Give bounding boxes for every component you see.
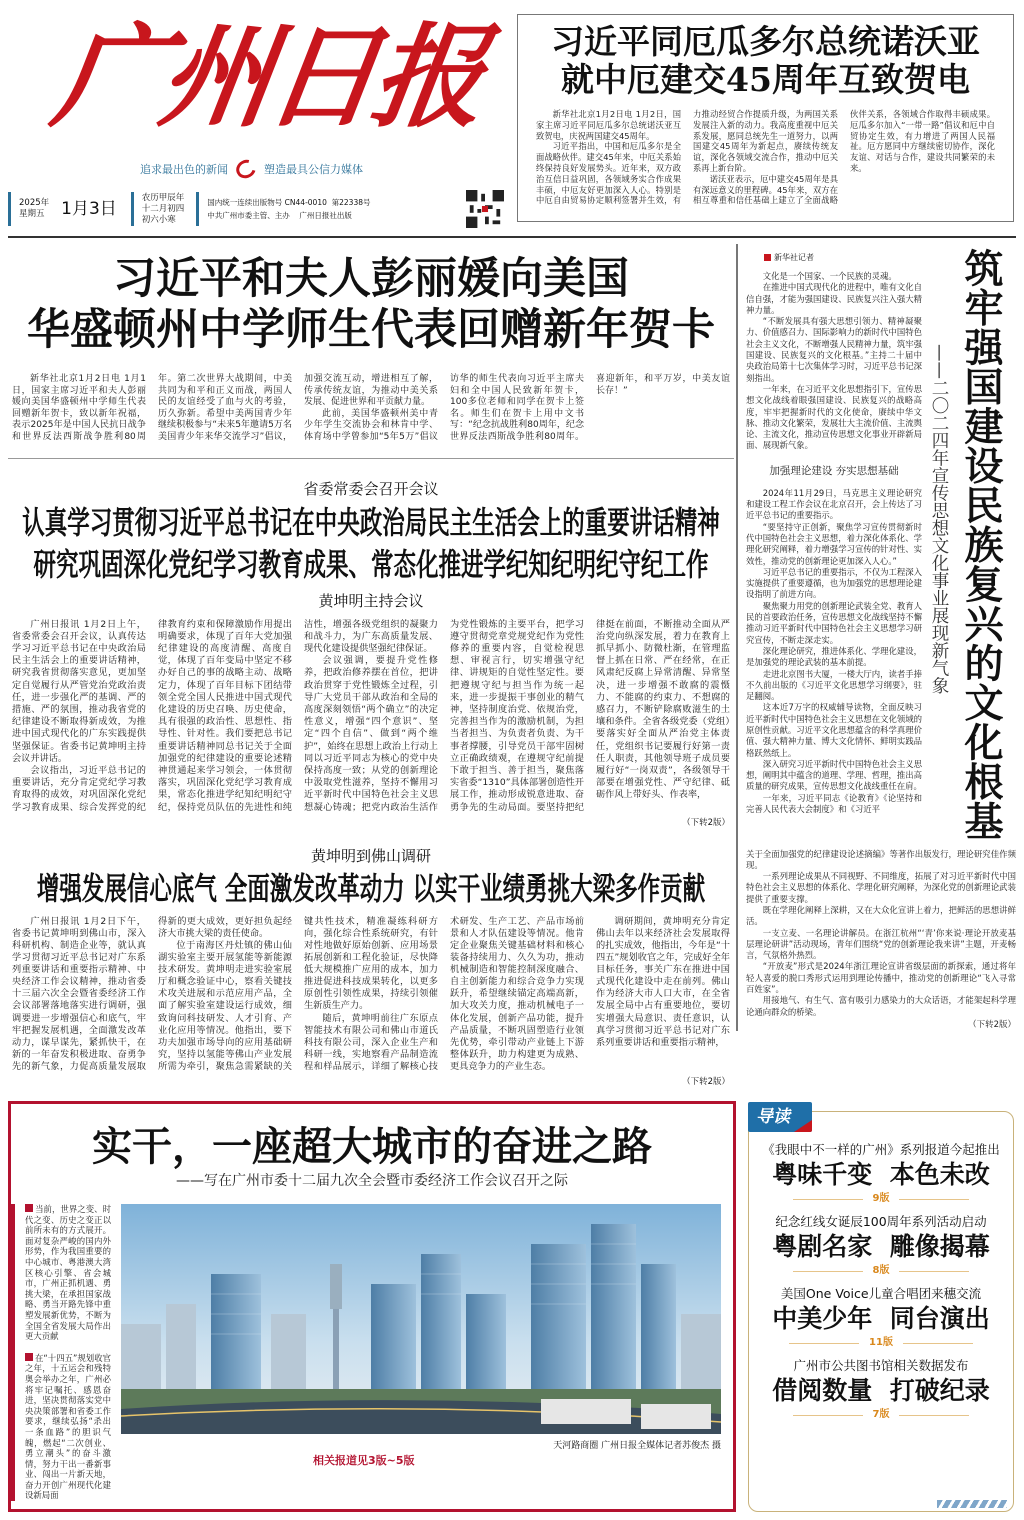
- feature-subtitle: ——写在广州市委十二届九次全会暨市委经济工作会议召开之际: [176, 1173, 568, 1190]
- top-story-body: 新华社北京1月2日电 1月2日，国家主席习近平同厄瓜多尔总统诺沃亚互致贺电，庆祝两国建交45周年。 习近平指出，中国和厄瓜多尔是全面战略伙伴。建交45年来，中厄关系始终保持良好发展势头。近年来，双方政治互信日益巩固，各领域务实合作成果丰硕，中厄友好更加深入人心。特别是中厄自由贸易协定顺利签署并生效，有力推动经贸合作提质升级，为两国关系发展注入新的动力。我高度重视中厄关系发展，愿同总统先生一道努力，以两国建交45周年为新起点，赓续传统友谊，深化各领域交流合作，推动中厄关系再上新台阶。 诺沃亚表示，厄中建交45周年是具有深远意义的里程碑。45年来，双方在相互尊重和信任基础上建立了全面战略伙伴关系，各领域合作取得丰硕成果。厄瓜多尔加入“一带一路”倡议和厄中自贸协定生效，有力增进了两国人民福祉。厄方愿同中方继续密切协作，深化友谊、对话与合作，建设共同繁荣的未来。: [536, 109, 995, 206]
- story3-continued[interactable]: （下转2版）: [682, 1077, 730, 1088]
- guide-list: [749, 1138, 1013, 1426]
- divider: [8, 458, 734, 459]
- culture-headline: 筑牢强国建设民族复兴的文化根基: [958, 248, 1004, 841]
- story1-body: 新华社北京1月2日电 1月1日，国家主席习近平和夫人彭丽媛向美国华盛顿州中学师生代表回赠新年贺卡，致以新年祝福，表示2025年是中国人民抗日战争和世界反法西斯战争胜利80周年。第二次世界大战期间，中美共同为和平和正义而战，两国人民的友谊经受了血与火的考验，历久弥新。希望中美两国青少年继续积极参与“未来5年邀请5万名美国青少年来华交流学习”倡议，加强交流互动，增进相互了解，传承传统友谊，为推动中美关系发展、促进世界和平贡献力量。 此前，美国华盛顿州美中青少年学生交流协会和林肯中学、体育场中学曾参加“5年5万”倡议访华的师生代表向习近平主席夫妇和全中国人民致新年贺卡，100多位老师和同学在贺卡上签名。师生们在贺卡上用中文书写：“纪念抗战胜利80周年，纪念世界反法西斯战争胜利80周年。喜迎新年，和平万岁，中美友谊长存！”: [12, 374, 730, 442]
- guide-page: 9版: [749, 1192, 1013, 1206]
- culture-byline: 新华社记者: [764, 252, 922, 263]
- feature-intro: 当前，世界之变、时代之变、历史之变正以前所未有的方式展开。面对复杂严峻的国内外形势，作为我国重要的中心城市、粤港澳大湾区核心引擎、省会城市，广州正抓机遇、勇挑大梁，在承担国家战略、勇当开路先锋中重塑发展新优势，不断为全国全省发展大局作出更大贡献 在“十四五”规划收官之年，十五运会和残特奥会举办之年，广州必将牢记嘱托、感恩奋进，坚决贯彻落实党中央决策部署和省委工作要求，继续弘扬“杀出一条血路”的胆识气魄，燃起“二次创业、勇立潮头”的奋斗激情，努力干出一番新事业、闯出一片新天地，奋力开创广州现代化建设新局面: [11, 1204, 115, 1501]
- divider: [8, 236, 1016, 238]
- right-column: [736, 244, 1016, 1031]
- city-skyline-photo: [121, 1204, 721, 1434]
- slogan: 追求最出色的新闻 塑造最具公信力媒体: [140, 160, 440, 178]
- culture-body-a: 文化是一个国家、一个民族的灵魂。 在推进中国式现代化的进程中，唯有文化自信自强，才能为强国建设、民族复兴注入强大精神力量。 “不断发展具有强大思想引领力、精神凝聚力、价值感召力、国际影响力的新时代中国特色社会主义文化，不断增强人民精神力量，筑牢强国建设、民族复兴的文化根基。”主持二十届中央政治局第十七次集体学习时，习近平总书记深刻指出。 一年来，在习近平文化思想指引下，宣传思想文化战线着眼强国建设、民族复兴的战略高度，牢牢把握新时代的文化使命，赓续中华文脉、推动文化繁荣，发展壮大主流价值、主流舆论、主流文化，推动宣传思想文化事业开辟新局面、展现新气象。 加强理论建设 夯实思想基础 2024年11月29日，马克思主义理论研究和建设工程工作会议在北京召开，会上传达了习近平总书记的重要指示。 “要坚持守正创新，聚焦学习宣传贯彻新时代中国特色社会主义思想，着力深化体系化、学理化研究阐释，着力增强学习宣传的针对性、实效性，推动党的创新理论更加深入人心。” 习近平总书记的重要指示，不仅为工程深入实施提供了重要遵循，也为加强党的思想理论建设指明了前进方向。 聚焦聚力用党的创新理论武装全党、教育人民的首要政治任务，宣传思想文化战线坚持不懈推动习近平新时代中国特色社会主义思想学习研究宣传，不断走深走实。 深化理论研究，推进体系化、学理化建设，是加强党的理论武装的基本前提。 走进北京图书大厦，一楼大厅内，读者手捧不久前出版的《习近平文化思想学习纲要》，驻足翻阅。 这本近7万字的权威辅导读物，全面反映习近平新时代中国特色社会主义思想在文化领域的原创性贡献。习近平文化思想蕴含的科学真理价值、强大精神力量、博大文化情怀、鲜明实践品格跃然纸上。 深入研究习近平新时代中国特色社会主义思想，阐明其中蕴含的道理、学理、哲理，推出高质量的研究成果，宣传思想文化战线重任在肩。 一年来，习近平同志《论教育》《论坚持和完善人民代表大会制度》和《习近平: [746, 271, 922, 815]
- guide-item[interactable]: 《我眼中不一样的广州》系列报道今起推出 粤味千变 本色未改 9版: [749, 1138, 1013, 1210]
- guide-page: 8版: [749, 1264, 1013, 1278]
- story2-continued[interactable]: （下转2版）: [682, 817, 730, 828]
- red-square-icon: [25, 1204, 33, 1212]
- guide-title: 导读: [748, 1102, 812, 1132]
- main-content: [8, 0, 1016, 1520]
- guide-item[interactable]: 美国One Voice儿童合唱团来穗交流 中美少年 同台演出 11版: [749, 1282, 1013, 1354]
- guide-item[interactable]: 广州市公共图书馆相关数据发布 借阅数量 打破纪录 7版: [749, 1354, 1013, 1426]
- story2-kicker: 省委常委会召开会议: [303, 479, 439, 498]
- story3-headline: 增强发展信心底气 全面激发改革动力 以实干业绩勇挑大梁多作贡献: [36, 871, 706, 908]
- guide-page: 7版: [749, 1408, 1013, 1422]
- story3-kicker: 黄坤明到佛山调研: [310, 846, 431, 865]
- masthead-logo: 广州日报: [45, 12, 489, 143]
- related-pages-link[interactable]: 相关报道见3版~5版: [313, 1454, 415, 1468]
- story3-body: 广州日报讯 1月2日下午，省委书记黄坤明到佛山市，深入科研机构、制造企业等，就认真学习贯彻习近平总书记对广东系列重要讲话和重要指示精神、中央经济工作会议精神，推动省委十三届六次全会暨省委经济工作会议部署落地落实进行调研，强调要进一步增强信心和底气，牢牢把握发展机遇，全面激发改革动力，谋早谋先，紧抓快干，在新的一年奋发积极进取、奋勇争先的新气象，力促高质量发展取得新的更大成效，更好担负起经济大市挑大梁的责任使命。 位于南海区丹灶镇的佛山仙湖实验室主要开展氢能等新能源技术研发。黄坤明走进实验室展厅和概念验证中心，察看关键技术攻关进展和示范应用产品，全面了解实验室建设运行成效，细致询问科技研发、人才引育、产业化应用等情况。他指出，要下功夫加强市场导向的应用基础研究，坚持以氢能等佛山产业发展所需为牵引，聚焦急需紧缺的关键共性技术，精准凝练科研方向，强化综合性系统研究，有针对性地做好原始创新、应用场景拓展创新和工程化验证，尽快降低大规模推广应用的成本，加力推进促进科技成果转化，以更多原创性引领性成果，持续引领催生新质生产力。 随后，黄坤明前往广东原点智能技术有限公司和佛山市道氏科技有限公司，深入企业生产和科研一线，实地察看产品制造流程和样品展示，详细了解核心技术研发、生产工艺、产品市场前景和人才队伍建设等情况。他肯定企业聚焦关键基础材料和核心装备持续用力、久久为功，推动机械制造和智能控制深度融合、自主创新能力和综合竞争力实现跃升，希望继续锚定高端高新，加大攻关力度，推动机械电子一体化发展，创新产品功能，提升产品质量，不断巩固塑造行业领先优势，牵引带动产业链上下游整体跃升，助力构建更为成熟、更具竞争力的产业生态。 调研期间，黄坤明充分肯定佛山去年以来经济社会发展取得的扎实成效，他指出，今年是“十四五”规划收官之年，完成好全年目标任务，事关广东在推进中国式现代化建设中走在前列。佛山作为经济大市人口大市，在全省发展全局中占有重要地位，要切实增强大局意识、责任意识，认真学习贯彻习近平总书记对广东系列重要讲话和重要指示精神，: [12, 915, 730, 1072]
- story2-body: 广州日报讯 1月2日上午，省委常委会召开会议，认真传达学习习近平总书记在中央政治局民主生活会上的重要讲话精神，研究我省贯彻落实意见，更加坚定自觉履行从严管党治党政治责任，进一步强化严的基调、严的措施、严的氛围，推动我省党的纪律建设不断取得新成效，为推进中国式现代化的广东实践提供坚强保证。省委书记黄坤明主持会议并讲话。 会议指出，习近平总书记的重要讲话，充分肯定党纪学习教育取得的成效，对巩固深化党纪学习教育成果、综合发挥党的纪律教育约束和保障激励作用提出明确要求，体现了百年大党加强纪律建设的高度清醒、高度自觉，体现了百年变局中坚定不移办好自己的事的战略主动、战略定力，体现了百年目标下团结带领全党全国人民推进中国式现代化建设的历史召唤、历史使命，具有很强的政治性、思想性、指导性、针对性。我们要把总书记重要讲话精神同总书记关于全面加强党的纪律建设的重要论述精神贯通起来学习领会，一体贯彻落实，巩固深化党纪学习教育成果，常态化推进学纪知纪明纪守纪，保持党员队伍的先进性和纯洁性，增强各级党组织的凝聚力和战斗力，为广东高质量发展、现代化建设提供坚强纪律保证。 会议强调，要提升党性修养，把政治修养摆在首位，把讲政治贯穿于党性锻炼全过程，引导广大党员干部从政治和全局的高度深刻领悟“两个确立”的决定性意义，增强“四个意识”、坚定“四个自信”、做到“两个维护”，始终在思想上政治上行动上同以习近平同志为核心的党中央保持高度一致；从党的创新理论中汲取党性滋养，坚持不懈用习近平新时代中国特色社会主义思想凝心铸魂；把党内政治生活作为党性锻炼的主要平台，把学习遵守贯彻党章党规党纪作为党性修养的重要内容，自觉检视思想、审视言行，切实增强守纪律、讲规矩的自觉性坚定性。要把遵规守纪与担当作为统一起来，进一步提振干事创业的精气神，坚持制度治党、依规治党，完善担当作为的激励机制，为担当者担当、为负责者负责、为干事者撑腰，引导党员干部牢固树立正确政绩观，在遵规守纪前提下敢于担当、善于担当，聚焦落实省委“1310”具体部署创造性开展工作，推动形成锐意进取、奋勇争先的生动局面。要坚持把纪律挺在前面，不断推动全面从严治党向纵深发展，着力在教育上抓早抓小、防微杜渐，在管理监督上抓在日常、严在经常，在正风肃纪反腐上异常清醒、异常坚决，进一步增强不敢腐的震慑力、不能腐的约束力、不想腐的感召力，不断铲除腐败滋生的土壤和条件。全省各级党委（党组）要落实好全面从严治党主体责任，党组织书记要履行好第一责任人职责，其他领导班子成员要履行好“一岗双责”，各级领导干部要在增强党性、严守纪律、砥砺作风上带好头、作表率，: [12, 618, 730, 813]
- guide-page: 11版: [749, 1336, 1013, 1350]
- guide-item[interactable]: 纪念红线女诞辰100周年系列活动启动 粤剧名家 雕像揭幕 8版: [749, 1210, 1013, 1282]
- feature-box: [8, 1101, 736, 1512]
- guide-box: [748, 1107, 1014, 1512]
- decorative-stripes: [937, 1500, 1007, 1508]
- culture-continued[interactable]: （下转2版）: [968, 1019, 1016, 1030]
- story2-headline: 认真学习贯彻习近平总书记在中央政治局民主生活会上的重要讲话精神 研究巩固深化党纪学习教育成果、常态化推进学纪知纪明纪守纪工作: [22, 505, 720, 584]
- issue-date: 1月3日: [61, 198, 117, 219]
- red-square-icon: [25, 1353, 33, 1361]
- story2-byline: 黄坤明主持会议: [318, 591, 424, 610]
- top-story-headline: 习近平同厄瓜多尔总统诺沃亚 就中厄建交45周年互致贺电: [551, 22, 980, 99]
- culture-body-c: 关于全面加强党的纪律建设论述摘编》等著作出版发行，理论研究佳作频现。 一系列理论成果从不同视野、不同维度，拓展了对习近平新时代中国特色社会主义思想的体系化、学理化研究阐释，为深化党的创新理论武装提供了重要支撑。 既在学理化阐释上深耕，又在大众化宣讲上着力，把鲜活的思想讲鲜活。 一支立麦、一名理论讲解员。在浙江杭州“‘青’你来说·理论开放麦基层理论研讲”活动现场，青年们围绕“党的创新理论我来讲”主题，开麦畅言，气氛格外热烈。 “开放麦”形式是2024年浙江理论宣讲省级层面的新探索，通过将年轻人喜爱的脱口秀形式运用到理论传播中，推动党的创新理论“飞入寻常百姓家”。 用接地气、有生气、富有吸引力感染力的大众话语，才能架起科学理论通向群众的桥梁。 （下转2版）: [746, 848, 1016, 1030]
- culture-subhead: 加强理论建设 夯实思想基础: [769, 464, 899, 477]
- story1-headline: 习近平和夫人彭丽媛向美国 华盛顿州中学师生代表回赠新年贺卡: [27, 254, 715, 355]
- culture-subtitle: ——二〇二四年宣传思想文化事业展现新气象: [929, 344, 949, 694]
- date-bar: 2025年 星期五 1月3日 农历甲辰年 十二月初四 初六小寒 国内统一连续出版物号 CN44-0010 第22338号 中共广州市委主管、主办 广州日报社出版: [8, 190, 453, 228]
- photo-caption: 天河路商圈 广州日报全媒体记者苏俊杰 摄: [553, 1441, 721, 1452]
- feature-headline: 实干，一座超大城市的奋进之路: [92, 1123, 652, 1171]
- left-column: [8, 244, 734, 1087]
- red-square-icon: [764, 254, 771, 261]
